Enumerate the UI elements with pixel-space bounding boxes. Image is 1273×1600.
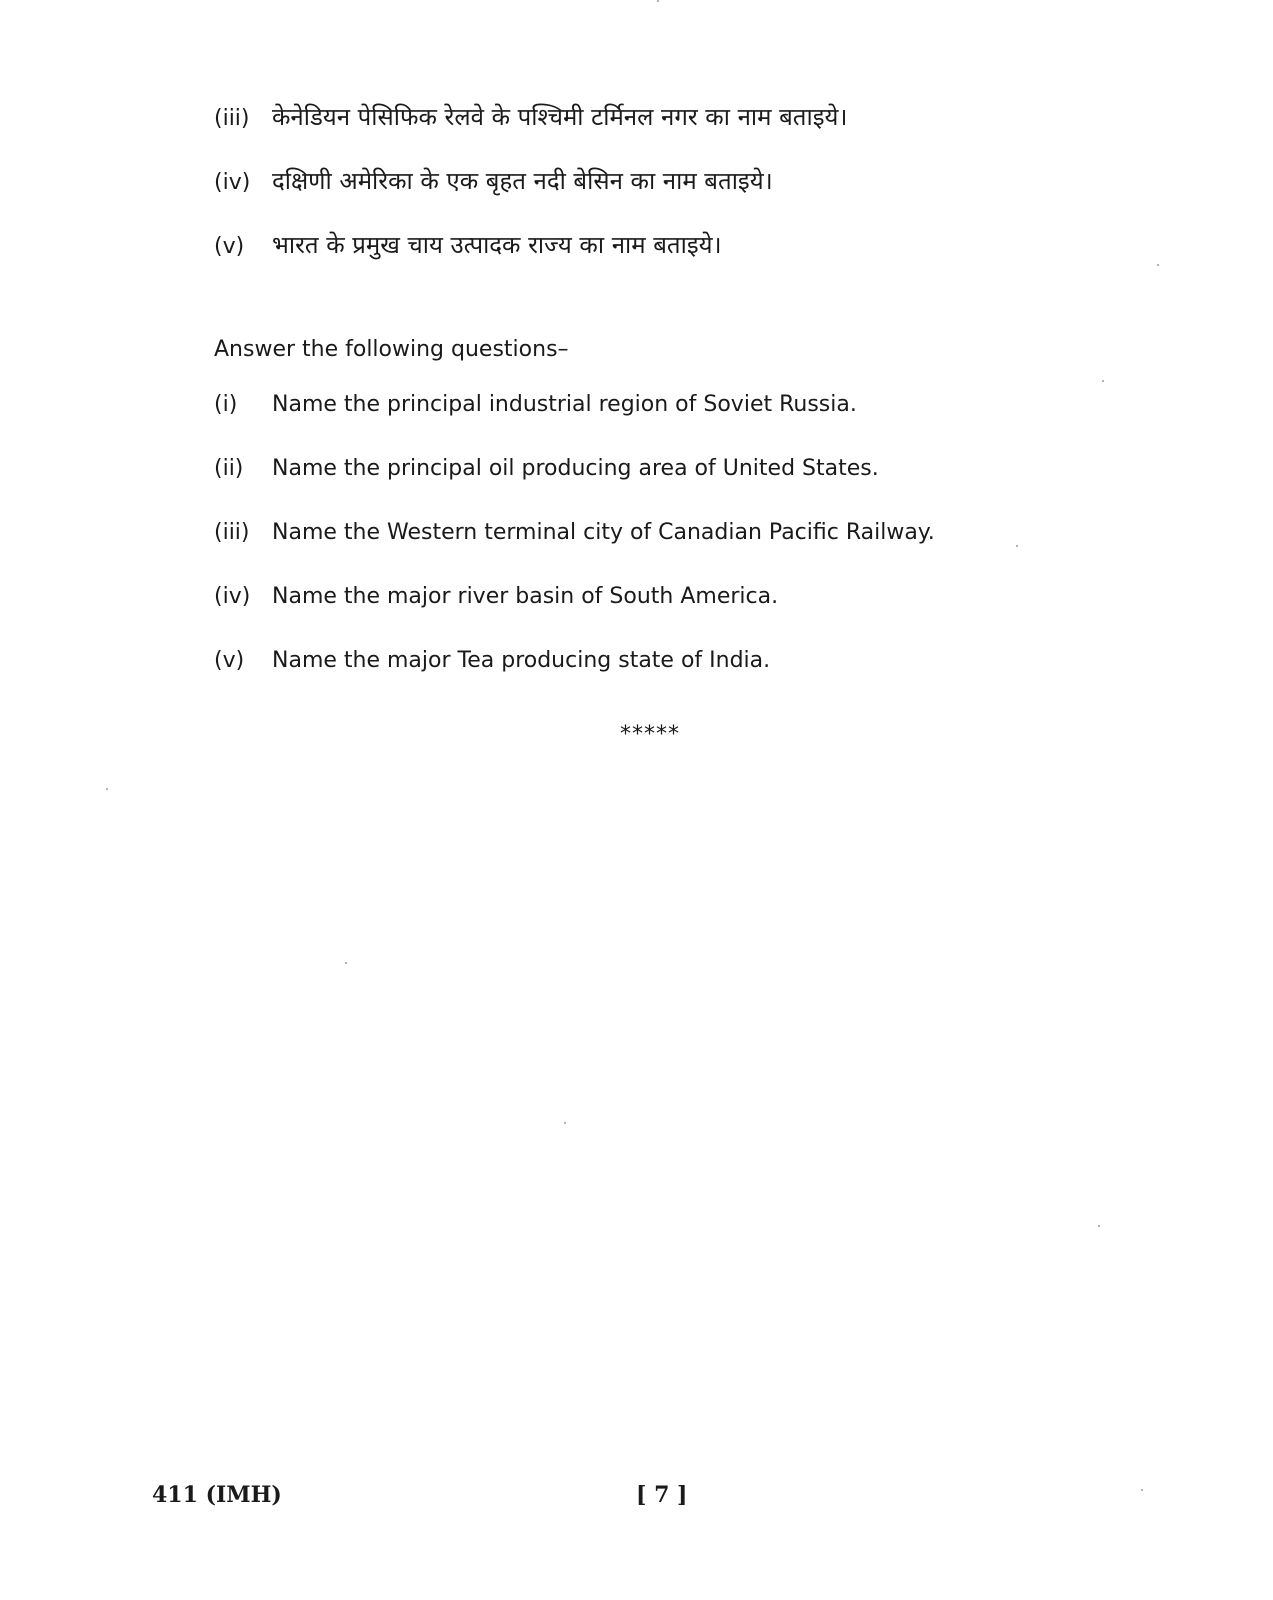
english-question (214, 392, 1114, 456)
question-number: (v) (214, 648, 245, 673)
hindi-question (214, 164, 1114, 228)
english-question (214, 456, 1114, 520)
question-text: Name the major river basin of South America. (272, 584, 779, 609)
hindi-question (214, 100, 1114, 164)
question-number: (iv) (214, 584, 251, 609)
question-text: Name the major Tea producing state of India. (272, 648, 771, 673)
question-text: Name the principal industrial region of Soviet Russia. (272, 392, 857, 417)
question-number: (ii) (214, 456, 244, 481)
section-heading: Answer the following questions– (214, 337, 569, 362)
scan-speck (1016, 545, 1018, 547)
english-question-list (214, 392, 1114, 712)
english-question (214, 584, 1114, 648)
scan-speck (106, 788, 108, 790)
question-text: Name the principal oil producing area of United States. (272, 456, 879, 481)
question-text: भारत के प्रमुख चाय उत्पादक राज्य का नाम बताइये। (272, 231, 722, 259)
question-number: (i) (214, 392, 238, 417)
scan-speck (345, 962, 347, 964)
scan-speck (1157, 264, 1159, 266)
english-question (214, 520, 1114, 584)
english-question (214, 648, 1114, 712)
end-of-paper-marker: ***** (620, 722, 680, 747)
question-number: (iii) (214, 520, 250, 545)
question-number: (iv) (214, 170, 251, 195)
hindi-question-list (214, 100, 1114, 292)
page-number: [ 7 ] (636, 1482, 688, 1508)
scan-speck (1102, 380, 1104, 382)
scan-speck (1141, 1489, 1143, 1491)
question-number: (v) (214, 234, 245, 259)
question-number: (iii) (214, 106, 250, 131)
english-section (214, 334, 1114, 712)
paper-code: 411 (IMH) (152, 1482, 282, 1508)
scan-speck (657, 0, 659, 2)
question-text: केनेडियन पेसिफिक रेलवे के पश्चिमी टर्मिनल नगर का नाम बताइये। (272, 103, 848, 131)
hindi-question (214, 228, 1114, 292)
question-text: Name the Western terminal city of Canadian Pacific Railway. (272, 520, 935, 545)
question-text: दक्षिणी अमेरिका के एक बृहत नदी बेसिन का नाम बताइये। (272, 167, 773, 195)
scan-speck (564, 1122, 566, 1124)
scan-speck (1098, 1225, 1100, 1227)
